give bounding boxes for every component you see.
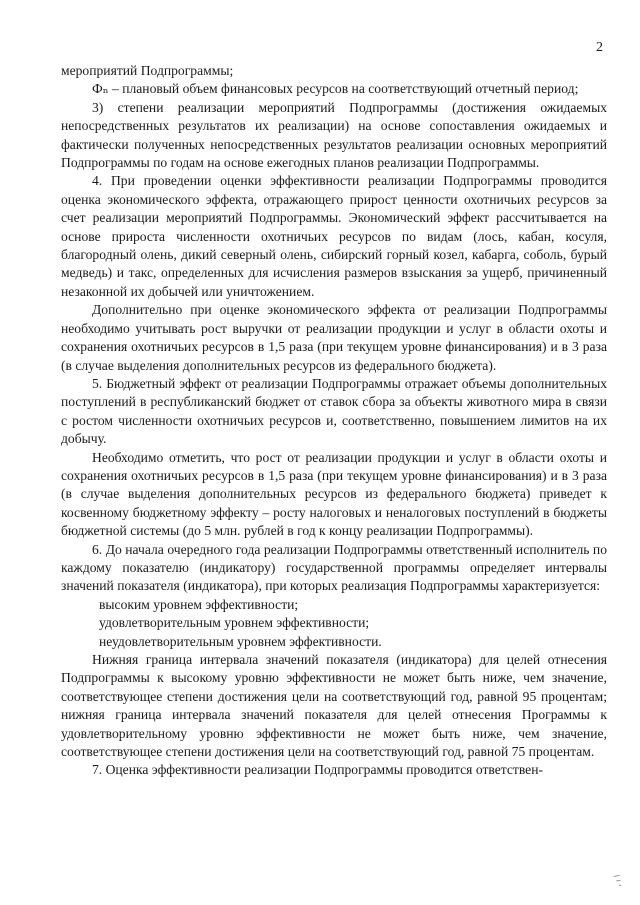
paragraph: 4. При проведении оценки эффективности реализации Подпрограммы проводится оценка экономического эффекта, отражающего прирост ценности охотничьих ресурсов за счет реализации мероприятий Подпрограммы. Экономический эффект рассчитывается на основе прироста численности охотничьих ресурсов по видам (лось, кабан, косуля, благородный олень, дикий северный олень, сибирский горный козел, кабарга, соболь, бурый медведь) и такс, определенных для исчисления размеров взыскания за ущерб, причиненный незаконной их добычей или уничтожением. <box>61 173 607 299</box>
list-item: высоким уровнем эффективности; <box>99 596 299 612</box>
paragraph: Необходимо отметить, что рост от реализации продукции и услуг в области охоты и сохранения охотничьих ресурсов в 1,5 раза (при текущем уровне финансирования) и в 3 раза (в случае выделения дополнительных ресурсов из федерального бюджета) приведет к косвенному бюджетному эффекту – росту налоговых и неналоговых поступлений в бюджеты бюджетной системы (до 5 млн. рублей в год к концу реализации Подпрограммы). <box>61 449 607 539</box>
paragraph: 3) степени реализации мероприятий Подпрограммы (достижения ожидаемых непосредственных результатов их реализации) на основе сопоставления ожидаемых и фактически полученных непосредственных результатов реализации основных мероприятий Подпрограммы по годам на основе ежегодных планов реализации Подпрограммы. <box>61 99 607 171</box>
paragraph: Фₙ – плановый объем финансовых ресурсов на соответствующий отчетный период; <box>92 81 579 97</box>
paragraph: 5. Бюджетный эффект от реализации Подпрограммы отражает объемы дополнительных поступлений в республиканский бюджет от ставок сбора за объекты животного мира в связи с ростом численности охотничьих ресурсов и, соответственно, повышением лимитов на их добычу. <box>61 375 607 447</box>
document-body <box>61 62 607 780</box>
paragraph: Дополнительно при оценке экономического эффекта от реализации Подпрограммы необходимо учитывать рост выручки от реализации продукции и услуг в области охоты и сохранения охотничьих ресурсов в 1,5 раза (при текущем уровне финансирования) и в 3 раза (в случае выделения дополнительных ресурсов из федерального бюджета). <box>61 302 607 373</box>
list-item: удовлетворительным уровнем эффективности; <box>99 615 370 631</box>
scan-mark <box>611 873 626 892</box>
paragraph: Нижняя граница интервала значений показателя (индикатора) для целей отнесения Подпрограммы к высокому уровню эффективности не может быть ниже, чем значение, соответствующее степени достижения цели на соответствующий год, равной 95 процентам; нижняя граница интервала значений показателя для целей отнесения Программы к удовлетворительному уровню эффективности не может быть ниже, чем значение, соответствующее степени достижения цели на соответствующий год, равной 75 процентам. <box>61 652 607 760</box>
list-item: неудовлетворительным уровнем эффективности. <box>99 633 382 649</box>
paragraph: мероприятий Подпрограммы; <box>61 63 234 78</box>
paragraph: 6. До начала очередного года реализации Подпрограммы ответственный исполнитель по каждому показателю (индикатору) государственной программы определяет интервалы значений показателя (индикатора), при которых реализация Подпрограммы характеризуется: <box>61 541 607 594</box>
paragraph: 7. Оценка эффективности реализации Подпрограммы проводится ответствен- <box>92 762 544 778</box>
page-number: 2 <box>596 40 603 55</box>
